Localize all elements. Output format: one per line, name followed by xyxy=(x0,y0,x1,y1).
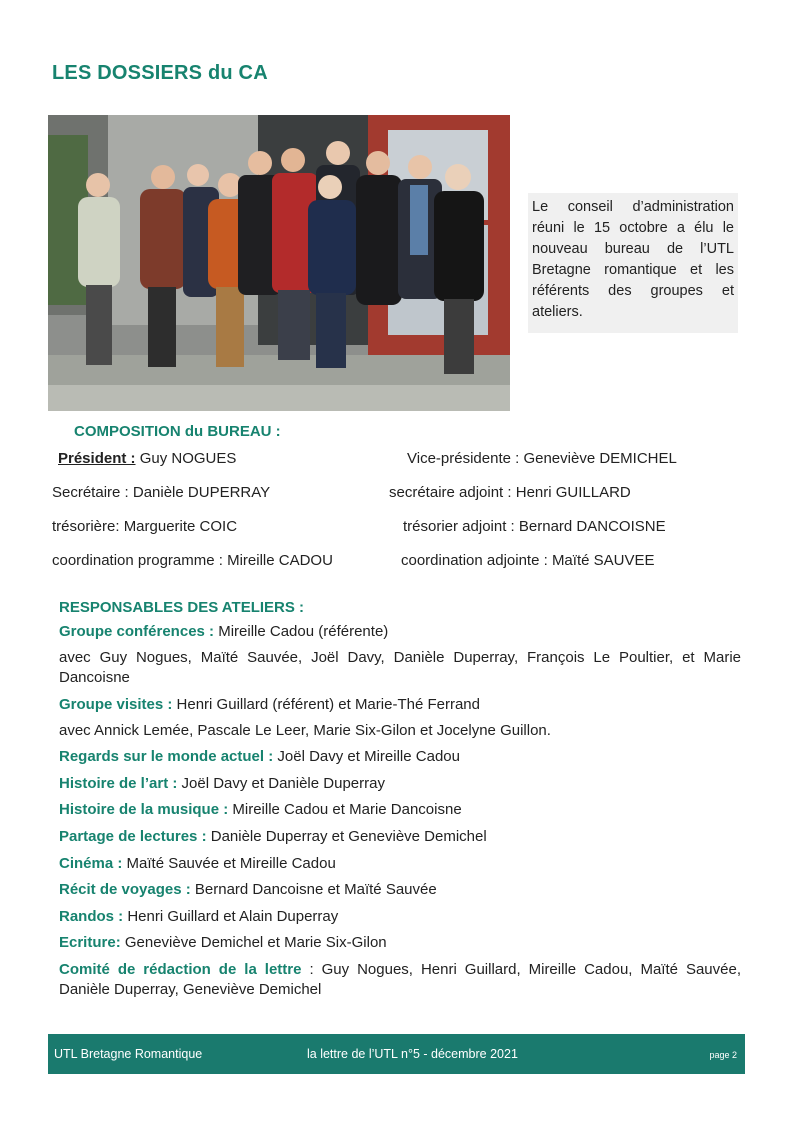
atelier-value: Geneviève Demichel et Marie Six-Gilon xyxy=(120,934,387,952)
bureau-heading: COMPOSITION du BUREAU : xyxy=(74,423,281,440)
atelier-label: Récit de voyages : xyxy=(59,881,191,899)
page-footer xyxy=(48,1034,745,1074)
atelier-value: Maïté Sauvée et Mireille Cadou xyxy=(122,854,336,872)
president-line xyxy=(58,450,236,467)
atelier-label: Regards sur le monde actuel : xyxy=(59,748,274,766)
atelier-label: Cinéma : xyxy=(59,854,123,872)
coordination-adjointe: coordination adjointe : Maïté SAUVEE xyxy=(401,552,655,569)
ateliers-heading: RESPONSABLES DES ATELIERS : xyxy=(59,599,305,616)
secretaire-adjoint: secrétaire adjoint : Henri GUILLARD xyxy=(389,484,631,501)
page-title: LES DOSSIERS du CA xyxy=(52,62,268,84)
atelier-value: Mireille Cadou (référente) xyxy=(214,623,389,640)
atelier-value: : Guy Nogues, Henri Guillard, Mireille Cadou, Maïté Sauvée, Danièle Duperray, Geneviève Demichel xyxy=(59,960,741,998)
atelier-label: Ecriture: xyxy=(59,934,121,952)
atelier-label: Groupe visites : xyxy=(59,695,173,713)
coordination: coordination programme : Mireille CADOU xyxy=(52,552,333,569)
tresorier-adjoint: trésorier adjoint : Bernard DANCOISNE xyxy=(403,518,666,535)
list-item xyxy=(59,695,741,715)
list-item xyxy=(59,907,741,927)
atelier-label: Groupe conférences : xyxy=(59,623,215,640)
atelier-label: Histoire de la musique : xyxy=(59,801,229,819)
list-item xyxy=(59,827,741,847)
president-name: Guy NOGUES xyxy=(139,450,237,467)
footer-left: UTL Bretagne Romantique xyxy=(54,1047,203,1061)
president-label: Président : xyxy=(58,450,136,467)
atelier-label: Randos : xyxy=(59,907,124,925)
list-item xyxy=(59,774,741,794)
atelier-label: Histoire de l’art : xyxy=(59,774,178,792)
list-item xyxy=(59,880,741,900)
list-item xyxy=(59,960,741,1000)
atelier-value: Henri Guillard et Alain Duperray xyxy=(123,907,339,925)
atelier-value: Joël Davy et Mireille Cadou xyxy=(273,748,460,766)
secretaire: Secrétaire : Danièle DUPERRAY xyxy=(52,484,271,501)
atelier-value: Henri Guillard (référent) et Marie-Thé Ferrand xyxy=(172,695,480,713)
visites-members: avec Annick Lemée, Pascale Le Leer, Marie Six-Gilon et Jocelyne Guillon. xyxy=(59,721,551,739)
atelier-value: Danièle Duperray et Geneviève Demichel xyxy=(206,827,487,845)
atelier-label: Comité de rédaction de la lettre xyxy=(59,960,302,978)
tresoriere: trésorière: Marguerite COIC xyxy=(52,518,238,535)
atelier-label: Partage de lectures : xyxy=(59,827,207,845)
list-item xyxy=(59,622,741,642)
atelier-value: Bernard Dancoisne et Maïté Sauvée xyxy=(190,881,437,899)
photo-caption: Le conseil d’administration réuni le 15 octobre a élu le nouveau bureau de l’UTL Bretagne romantique et les référents des groupes et ateliers. xyxy=(532,199,734,320)
conferences-members: avec Guy Nogues, Maïté Sauvée, Joël Davy, Danièle Duperray, François Le Poultier, et Marie Dancoisne xyxy=(59,649,741,686)
page-number: page 2 xyxy=(709,1050,737,1060)
group-photo xyxy=(48,115,510,411)
footer-center: la lettre de l’UTL n°5 - décembre 2021 xyxy=(307,1047,518,1061)
vice-president: Vice-présidente : Geneviève DEMICHEL xyxy=(407,450,677,467)
atelier-value: Mireille Cadou et Marie Dancoisne xyxy=(228,801,462,819)
ateliers-list xyxy=(59,622,741,1007)
group-photo-icon xyxy=(48,115,510,411)
atelier-value: Joël Davy et Danièle Duperray xyxy=(177,774,385,792)
list-item xyxy=(59,747,741,767)
photo-caption-box xyxy=(528,193,738,333)
list-item xyxy=(59,933,741,953)
list-item xyxy=(59,854,741,874)
list-item xyxy=(59,800,741,820)
